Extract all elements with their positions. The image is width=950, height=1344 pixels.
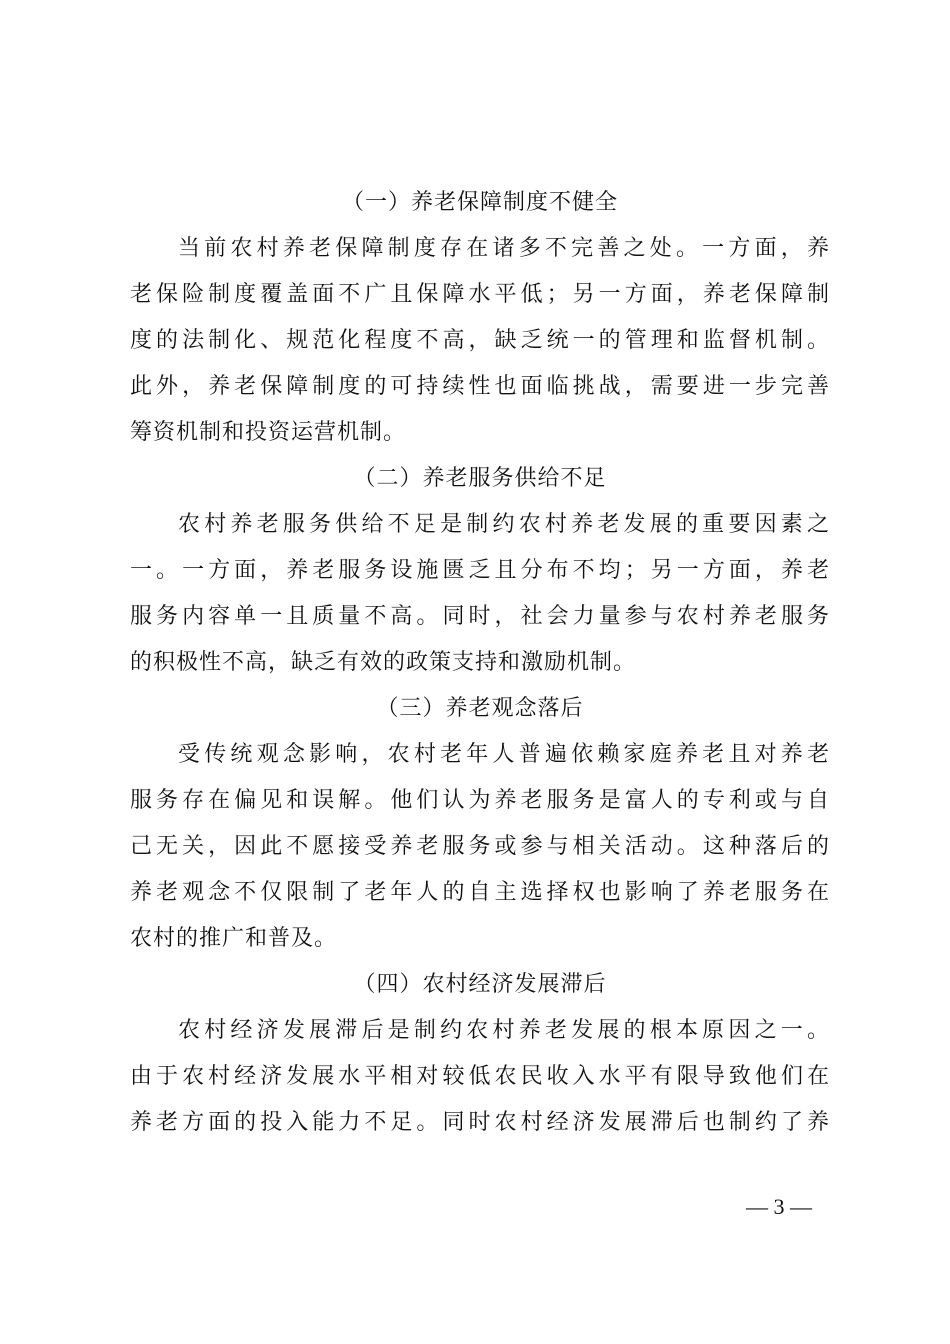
paragraph-line: 服务存在偏见和误解。他们认为养老服务是富人的专利或与自 <box>130 788 830 813</box>
paragraph <box>130 1008 830 1146</box>
document-body <box>130 180 830 1146</box>
paragraph <box>130 502 830 686</box>
paragraph-line: 一。一方面，养老服务设施匮乏且分布不均；另一方面，养老 <box>130 558 830 583</box>
page-number: — 3 — <box>746 1194 812 1219</box>
paragraph-line: 农村的推广和普及。 <box>130 926 338 951</box>
paragraph-line: 当前农村养老保障制度存在诸多不完善之处。一方面，养 <box>178 236 830 261</box>
paragraph-line: 度的法制化、规范化程度不高，缺乏统一的管理和监督机制。 <box>130 328 830 353</box>
paragraph-line: 受传统观念影响，农村老年人普遍依赖家庭养老且对养老 <box>178 742 830 767</box>
paragraph-line: 服务内容单一且质量不高。同时，社会力量参与农村养老服务 <box>130 604 830 629</box>
section-heading: （二）养老服务供给不足 <box>353 466 607 491</box>
section-3 <box>130 686 830 962</box>
paragraph-line: 的积极性不高，缺乏有效的政策支持和激励机制。 <box>130 650 637 675</box>
section-1 <box>130 180 830 456</box>
section-4 <box>130 962 830 1146</box>
paragraph-line: 养老观念不仅限制了老年人的自主选择权也影响了养老服务在 <box>130 880 830 905</box>
paragraph-line: 此外，养老保障制度的可持续性也面临挑战，需要进一步完善 <box>130 374 830 399</box>
section-heading: （一）养老保障制度不健全 <box>341 190 618 215</box>
paragraph-line: 农村养老服务供给不足是制约农村养老发展的重要因素之 <box>178 512 830 537</box>
section-2 <box>130 456 830 686</box>
paragraph <box>130 226 830 456</box>
paragraph-line: 己无关，因此不愿接受养老服务或参与相关活动。这种落后的 <box>130 834 830 859</box>
paragraph-line: 农村经济发展滞后是制约农村养老发展的根本原因之一。 <box>178 1018 830 1043</box>
paragraph <box>130 732 830 962</box>
paragraph-line: 养老方面的投入能力不足。同时农村经济发展滞后也制约了养 <box>130 1110 830 1135</box>
paragraph-line: 由于农村经济发展水平相对较低农民收入水平有限导致他们在 <box>130 1064 830 1089</box>
section-heading: （三）养老观念落后 <box>376 696 584 721</box>
paragraph-line: 老保险制度覆盖面不广且保障水平低；另一方面，养老保障制 <box>130 282 830 307</box>
section-heading: （四）农村经济发展滞后 <box>353 972 607 997</box>
paragraph-line: 筹资机制和投资运营机制。 <box>130 420 407 445</box>
